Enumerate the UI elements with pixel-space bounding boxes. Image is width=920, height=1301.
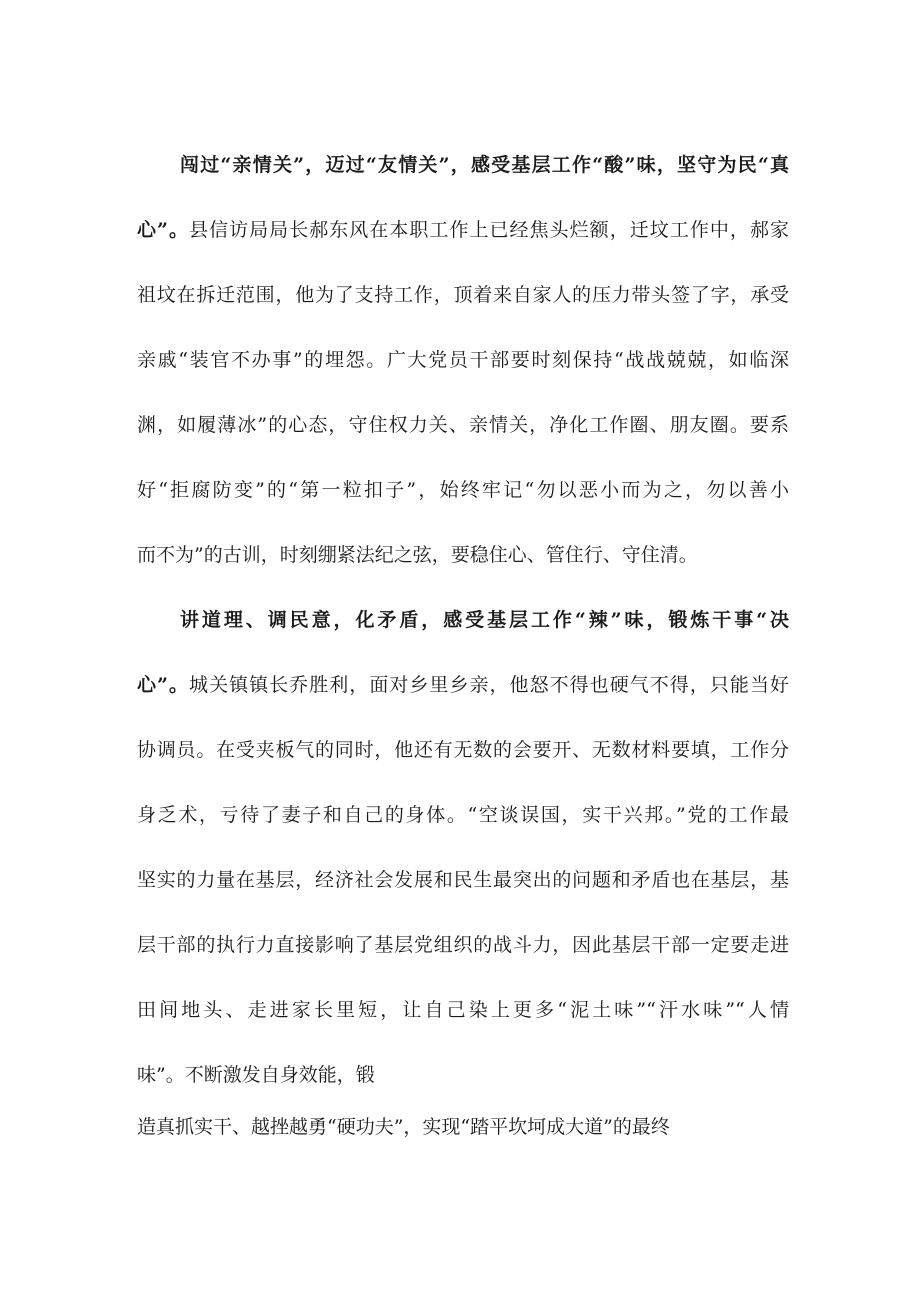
paragraph-2-line-4: 身乏术，亏待了妻子和自己的身体。“空谈误国，实干兴邦。”党的工作最 <box>137 804 789 826</box>
paragraph-2-line-6: 层干部的执行力直接影响了基层党组织的战斗力，因此基层干部一定要走进 <box>137 934 789 956</box>
paragraph-1-line-3: 祖坟在拆迁范围，他为了支持工作，顶着来自家人的压力带头签了字，承受 <box>137 284 789 306</box>
paragraph-1-line-4: 亲戚“装官不办事”的埋怨。广大党员干部要时刻保持“战战兢兢，如临深 <box>137 349 789 371</box>
paragraph-1-heading-line: 闯过“亲情关”，迈过“友情关”，感受基层工作“酸”味，坚守为民“真 <box>180 154 789 176</box>
paragraph-2-line-7: 田间地头、走进家长里短，让自己染上更多“泥土味”“汗水味”“人情 <box>137 999 789 1021</box>
paragraph-2-line-3: 协调员。在受夹板气的同时，他还有无数的会要开、无数材料要填，工作分 <box>137 739 789 761</box>
paragraph-1-line-2 <box>137 218 789 242</box>
paragraph-1-line-5: 渊，如履薄冰”的心态，守住权力关、亲情关，净化工作圈、朋友圈。要系 <box>137 414 789 436</box>
paragraph-2-line-2 <box>137 673 789 697</box>
paragraph-1-line-6: 好“拒腐防变”的“第一粒扣子”，始终牢记“勿以恶小而为之，勿以善小 <box>137 479 789 501</box>
paragraph-1-body-start: 县信访局局长郝东风在本职工作上已经焦头烂额，迁坟工作中，郝家 <box>189 219 789 241</box>
paragraph-1-heading-tail: 心”。 <box>137 219 190 241</box>
trailing-text-line: 造真抓实干、越挫越勇“硬功夫”，实现“踏平坎坷成大道”的最终 <box>137 1116 670 1138</box>
paragraph-2-heading-tail: 心”。 <box>137 674 190 696</box>
paragraph-2-body-start: 城关镇镇长乔胜利，面对乡里乡亲，他怒不得也硬气不得，只能当好 <box>189 674 789 696</box>
paragraph-2-line-8: 味”。不断激发自身效能，锻 <box>137 1064 375 1086</box>
paragraph-1-line-7: 而不为”的古训，时刻绷紧法纪之弦，要稳住心、管住行、守住清。 <box>137 544 698 566</box>
paragraph-2-line-5: 坚实的力量在基层，经济社会发展和民生最突出的问题和矛盾也在基层，基 <box>137 869 789 891</box>
paragraph-2-heading-line: 讲道理、调民意，化矛盾，感受基层工作“辣”味，锻炼干事“决 <box>180 609 789 631</box>
